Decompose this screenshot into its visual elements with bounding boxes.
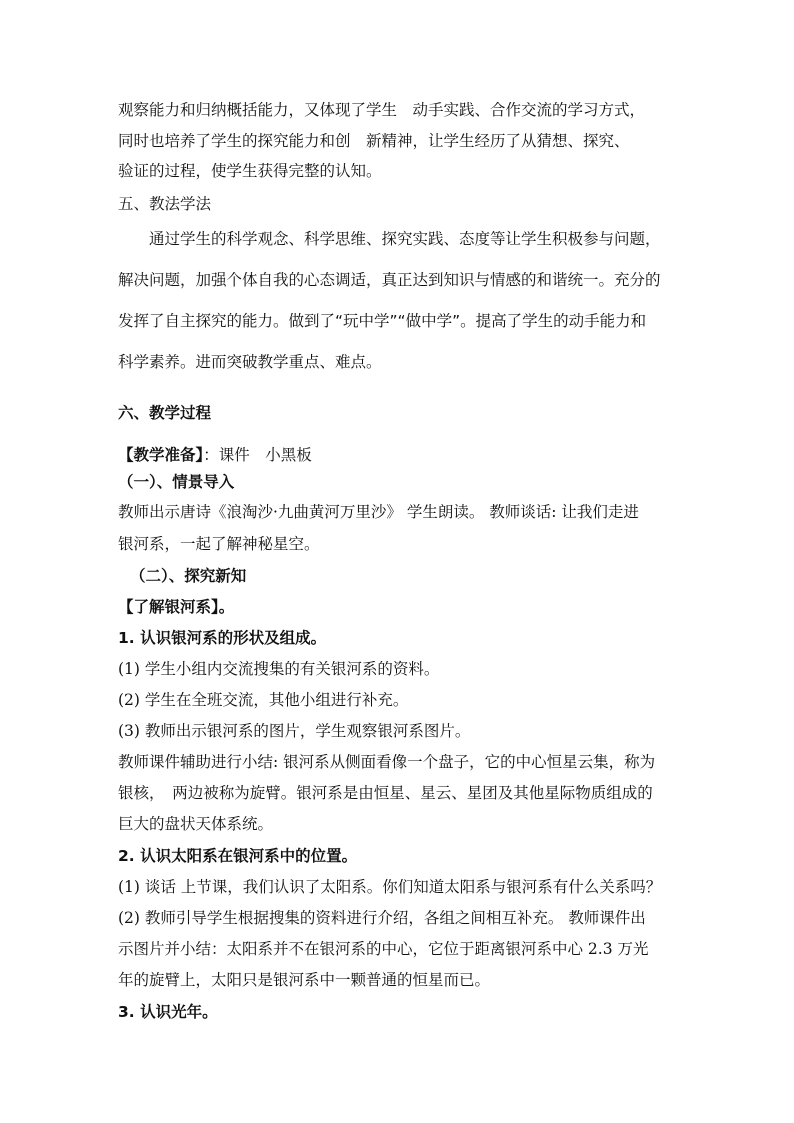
paragraph-line: 巨大的盘状天体系统。 <box>118 815 274 833</box>
section-heading: 六、教学过程 <box>118 404 212 422</box>
item-heading: 3. 认识光年。 <box>118 1003 218 1021</box>
topic-heading: 【了解银河系】。 <box>118 598 235 616</box>
paragraph-line: 验证的过程，使学生获得完整的认知。 <box>118 162 382 180</box>
preparation-line <box>118 445 312 465</box>
subsection-heading: （二）、探究新知 <box>130 567 247 585</box>
list-item: 示图片并小结：太阳系并不在银河系的中心，它位于距离银河系中心 2.3 万光 <box>118 940 649 958</box>
section-heading: 五、教法学法 <box>118 195 212 213</box>
item-heading: 1. 认识银河系的形状及组成。 <box>118 629 327 647</box>
preparation-label: 【教学准备】 <box>118 446 204 464</box>
paragraph-line: 科学素养。进而突破教学重点、难点。 <box>118 353 382 371</box>
list-item: (2) 学生在全班交流，其他小组进行补充。 <box>118 691 409 709</box>
list-item: 年的旋臂上，太阳只是银河系中一颗普通的恒星而已。 <box>118 971 491 989</box>
paragraph-line: 银核， 两边被称为旋臂。银河系是由恒星、星云、星团及其他星际物质组成的 <box>118 784 653 802</box>
list-item: (1) 学生小组内交流搜集的有关银河系的资料。 <box>118 660 440 678</box>
paragraph-line: 解决问题，加强个体自我的心态调适，真正达到知识与情感的和谐统一。充分的 <box>118 271 661 289</box>
paragraph-line: 教师课件辅助进行小结: 银河系从侧面看像一个盘子，它的中心恒星云集，称为 <box>118 753 656 771</box>
paragraph-line: 发挥了自主探究的能力。做到了“玩中学”“做中学”。提高了学生的动手能力和 <box>118 312 647 330</box>
preparation-text: ：课件 小黑板 <box>203 446 312 464</box>
item-heading: 2. 认识太阳系在银河系中的位置。 <box>118 847 358 865</box>
paragraph-line: 银河系，一起了解神秘星空。 <box>118 535 320 553</box>
paragraph-line: 通过学生的科学观念、科学思维、探究实践、态度等让学生积极参与问题， <box>118 230 661 248</box>
paragraph-line: 教师出示唐诗《浪淘沙·九曲黄河万里沙》 学生朗读。 教师谈话: 让我们走进 <box>118 503 639 521</box>
list-item: (2) 教师引导学生根据搜集的资料进行介绍，各组之间相互补充。 教师课件出 <box>118 909 646 927</box>
paragraph-line: 同时也培养了学生的探究能力和创 新精神，让学生经历了从猜想、探究、 <box>118 132 630 150</box>
paragraph-line: 观察能力和归纳概括能力，又体现了学生 动手实践、合作交流的学习方式， <box>118 101 646 119</box>
list-item: (1) 谈话 上节课，我们认识了太阳系。你们知道太阳系与银河系有什么关系吗？ <box>118 878 662 896</box>
list-item: (3) 教师出示银河系的图片，学生观察银河系图片。 <box>118 722 471 740</box>
subsection-heading: （一）、情景导入 <box>118 473 235 491</box>
